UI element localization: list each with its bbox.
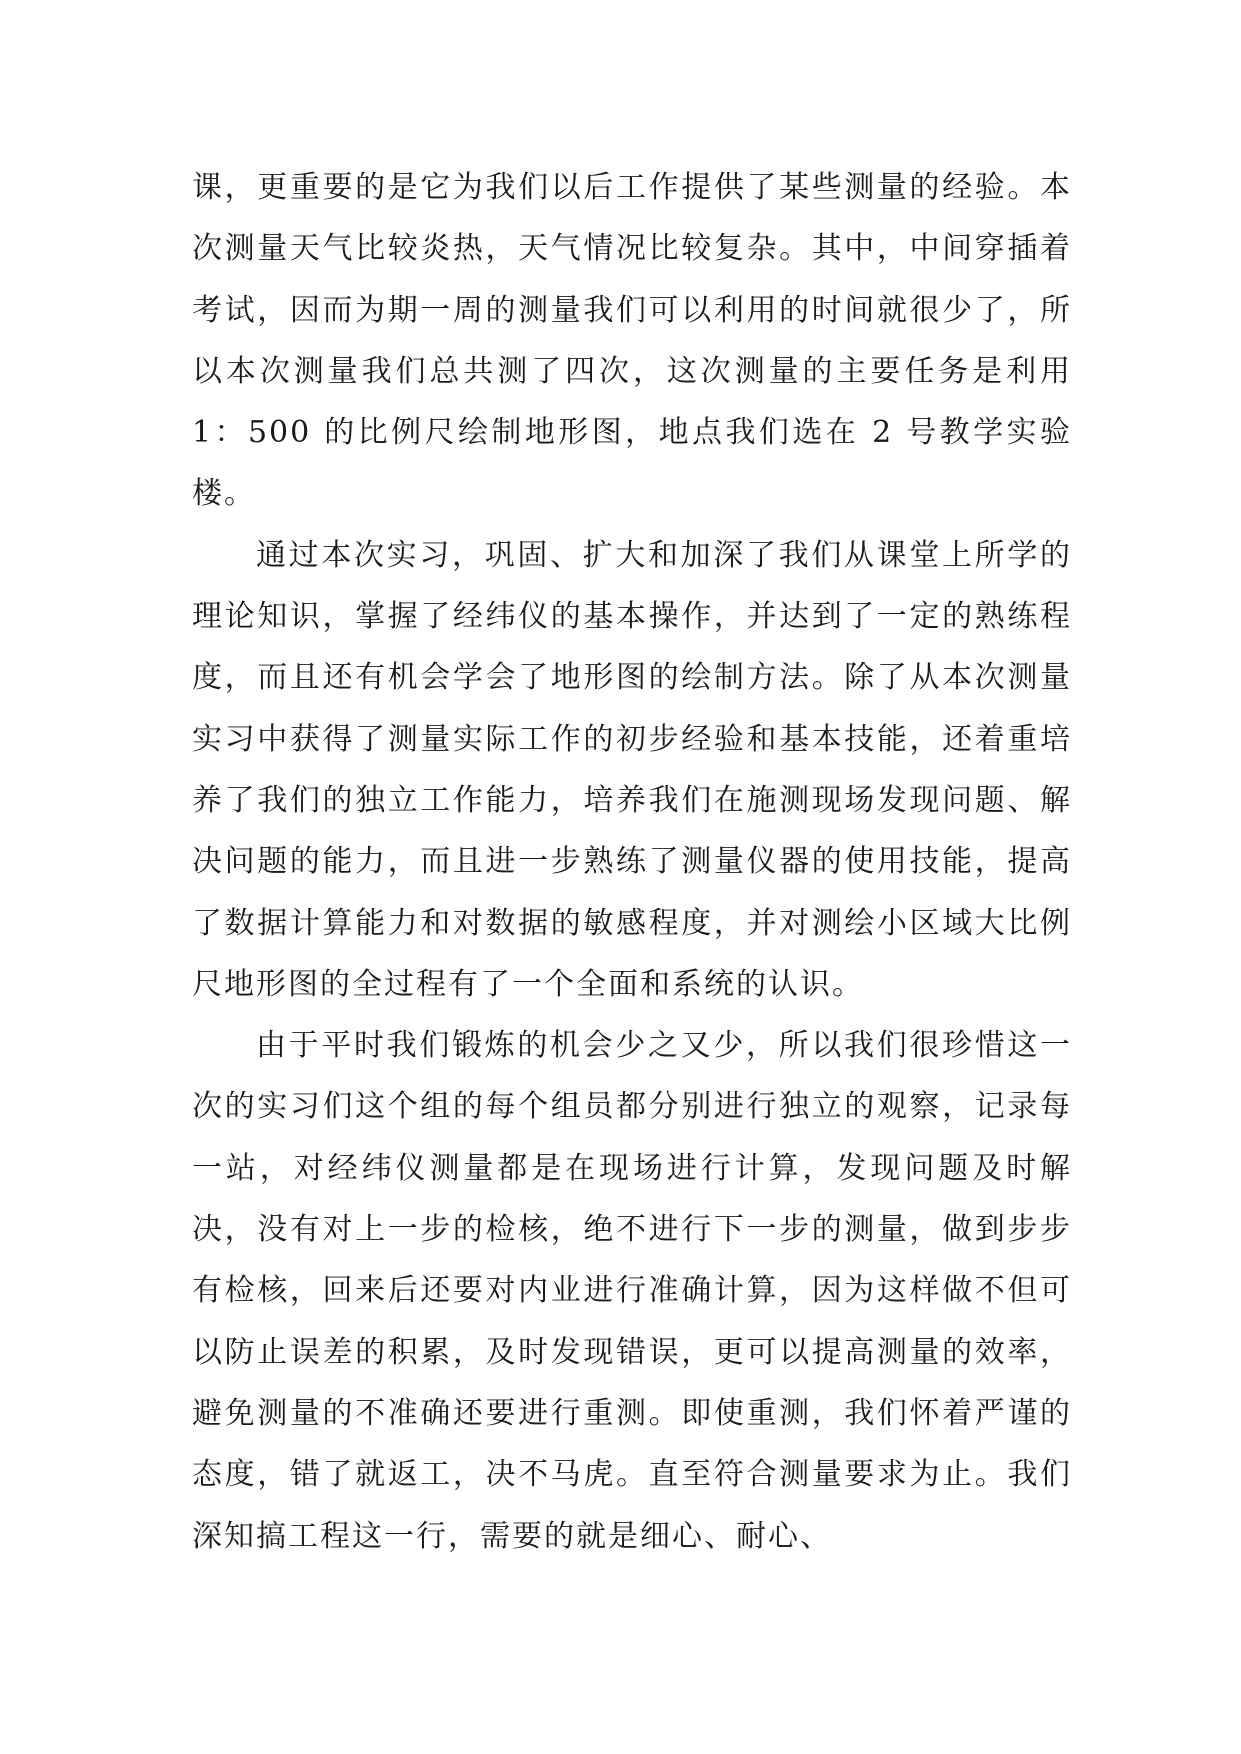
paragraph-careful-measurement: 由于平时我们锻炼的机会少之又少，所以我们很珍惜这一次的实习们这个组的每个组员都分别进行独立的观察，记录每一站，对经纬仪测量都是在现场进行计算，发现问题及时解决，没有对上一步的检核，绝不进行下一步的测量，做到步步有检核，回来后还要对内业进行准确计算，因为这样做不但可以防止误差的积累，及时发现错误，更可以提高测量的效率，避免测量的不准确还要进行重测。即使重测，我们怀着严谨的态度，错了就返工，决不马虎。直至符合测量要求为止。我们深知搞工程这一行，需要的就是细心、耐心、 [192, 1028, 1072, 1554]
paragraph-internship-gains: 通过本次实习，巩固、扩大和加深了我们从课堂上所学的理论知识，掌握了经纬仪的基本操作，并达到了一定的熟练程度，而且还有机会学会了地形图的绘制方法。除了从本次测量实习中获得了测量实际工作的初步经验和基本技能，还着重培养了我们的独立工作能力，培养我们在施测现场发现问题、解决问题的能力，而且进一步熟练了测量仪器的使用技能，提高了数据计算能力和对数据的敏感程度，并对测绘小区域大比例尺地形图的全过程有了一个全面和系统的认识。 [192, 537, 1072, 1002]
body-text [192, 157, 1072, 1567]
paragraph-continuation: 课，更重要的是它为我们以后工作提供了某些测量的经验。本次测量天气比较炎热，天气情况比较复杂。其中，中间穿插着考试，因而为期一周的测量我们可以利用的时间就很少了，所以本次测量我们总共测了四次，这次测量的主要任务是利用 1：500 的比例尺绘制地形图，地点我们选在 2 号教学实验楼。 [192, 170, 1072, 512]
